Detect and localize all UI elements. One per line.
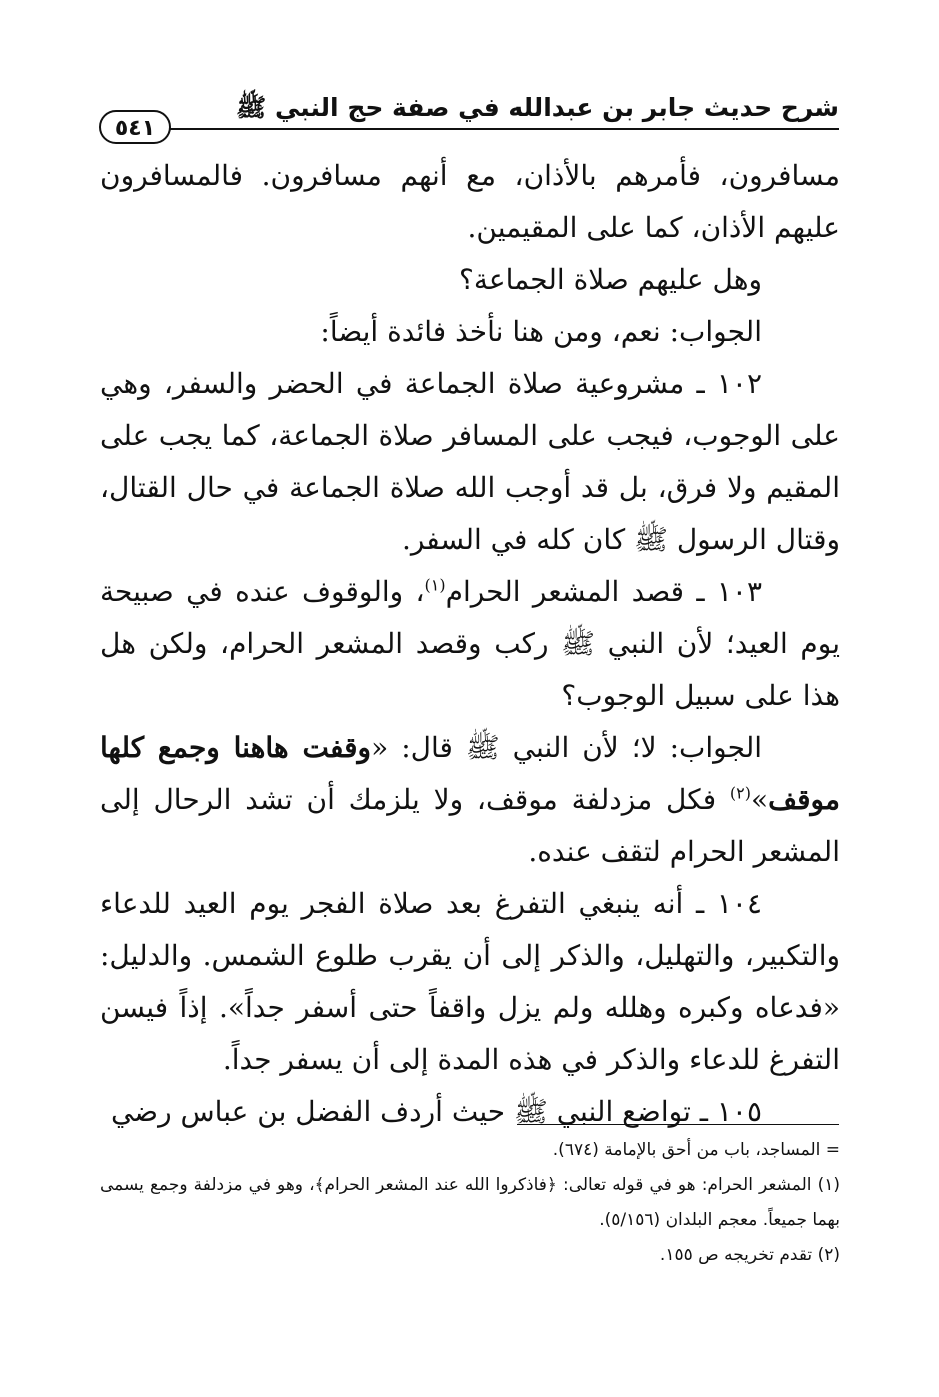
page-number-badge: ٥٤١ xyxy=(99,110,171,144)
point-103-text-start: ١٠٣ ـ قصد المشعر الحرام xyxy=(445,575,762,608)
answer-2-text-end: فكل مزدلفة موقف، ولا يلزمك أن تشد الرحال إلى المشعر الحرام لتقف عنده. xyxy=(100,783,840,868)
header-rule xyxy=(161,128,839,130)
paragraph-question: وهل عليهم صلاة الجماعة؟ xyxy=(459,263,762,296)
footnote-2-text: تقدم تخريجه ص ١٥٥. xyxy=(659,1245,813,1265)
footnote-1-marker: (١) xyxy=(817,1175,840,1195)
footnote-ref-1[interactable]: (١) xyxy=(424,575,446,595)
paragraph-answer-2 xyxy=(100,722,840,878)
footnotes xyxy=(100,1133,840,1273)
running-title: شرح حديث جابر بن عبدالله في صفة حج النبي ﷺ xyxy=(236,93,839,122)
footnote-ref-2[interactable]: (٢) xyxy=(729,783,752,803)
running-head xyxy=(99,92,839,141)
paragraph-continuation: مسافرون، فأمرهم بالأذان، مع أنهم مسافرون. فالمسافرون عليهم الأذان، كما على المقيمين. xyxy=(100,159,840,244)
footnote-1-text: المشعر الحرام: هو في قوله تعالى: ﴿فاذكروا الله عند المشعر الحرام﴾، وهو في مزدلفة وجمع يسمى بهما جميعاً. معجم البلدان (٥/١٥٦). xyxy=(100,1175,840,1230)
paragraph-point-104: ١٠٤ ـ أنه ينبغي التفرغ بعد صلاة الفجر يوم العيد للدعاء والتكبير، والتهليل، والذكر إلى أن يقرب طلوع الشمس. والدليل: «فدعاه وكبره وهلله ولم يزل واقفاً حتى أسفر جداً». إذاً فيسن التفرغ للدعاء والذكر في هذه المدة إلى أن يسفر جداً. xyxy=(100,887,840,1076)
point-103-text-end: ، والوقوف عنده في صبيحة يوم العيد؛ لأن النبي ﷺ ركب وقصد المشعر الحرام، ولكن هل هذا على سبيل الوجوب؟ xyxy=(100,575,840,712)
footnote-separator xyxy=(517,1124,839,1125)
footnote-2 xyxy=(100,1238,840,1273)
paragraph-point-105: ١٠٥ ـ تواضع النبي ﷺ حيث أردف الفضل بن عباس رضي xyxy=(110,1095,762,1128)
hadith-quote: وقفت هاهنا وجمع كلها موقف xyxy=(100,731,840,816)
paragraph-point-102: ١٠٢ ـ مشروعية صلاة الجماعة في الحضر والسفر، وهي على الوجوب، فيجب على المسافر صلاة الجماعة، كما يجب على المقيم ولا فرق، بل قد أوجب الله صلاة الجماعة في حال القتال، وقتال الرسول ﷺ كان كله في السفر. xyxy=(100,367,840,556)
quote-close-mark: » xyxy=(751,783,769,816)
paragraph-answer: الجواب: نعم، ومن هنا نأخذ فائدة أيضاً: xyxy=(320,315,762,348)
footnote-2-marker: (٢) xyxy=(817,1245,840,1265)
answer-2-text-start: الجواب: لا؛ لأن النبي ﷺ قال: « xyxy=(371,731,763,764)
footnote-continuation: = المساجد، باب من أحق بالإمامة (٦٧٤). xyxy=(552,1140,840,1160)
main-text xyxy=(100,150,840,1138)
paragraph-point-103 xyxy=(100,566,840,722)
footnote-1 xyxy=(100,1168,840,1238)
